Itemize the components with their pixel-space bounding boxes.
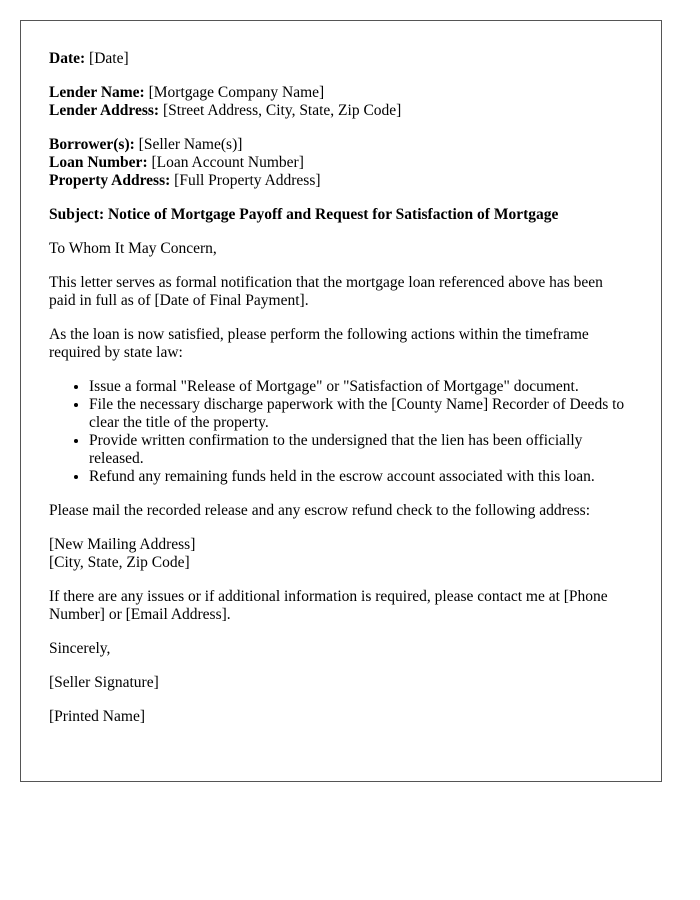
borrower-block	[49, 136, 633, 190]
borrower-line	[49, 136, 633, 154]
signature-placeholder: [Seller Signature]	[49, 674, 159, 691]
printed-name-placeholder: [Printed Name]	[49, 708, 145, 725]
loan-number-value: [Loan Account Number]	[151, 154, 304, 171]
paragraph-contact: If there are any issues or if additional information is required, please contact me at [Phone Number] or [Email Address].	[49, 588, 608, 623]
borrower-value: [Seller Name(s)]	[138, 136, 243, 153]
subject-line: Subject: Notice of Mortgage Payoff and Request for Satisfaction of Mortgage	[49, 206, 559, 223]
lender-address-line	[49, 102, 633, 120]
mailing-address-line-2: [City, State, Zip Code]	[49, 554, 190, 571]
property-address-label: Property Address:	[49, 172, 171, 189]
action-list-item: • Issue a formal "Release of Mortgage" or "Satisfaction of Mortgage" document.	[89, 378, 633, 396]
action-list-item: • Provide written confirmation to the undersigned that the lien has been officially released.	[89, 432, 633, 468]
lender-address-label: Lender Address:	[49, 102, 160, 119]
lender-address-value: [Street Address, City, State, Zip Code]	[162, 102, 402, 119]
borrower-label: Borrower(s):	[49, 136, 135, 153]
paragraph-requested-actions: As the loan is now satisfied, please perform the following actions within the timeframe required by state law:	[49, 326, 589, 361]
date-block	[49, 50, 633, 68]
loan-number-label: Loan Number:	[49, 154, 148, 171]
action-list-item: • Refund any remaining funds held in the escrow account associated with this loan.	[89, 468, 633, 486]
action-list-item: • File the necessary discharge paperwork with the [County Name] Recorder of Deeds to clear the title of the property.	[89, 396, 633, 432]
date-value: [Date]	[89, 50, 129, 67]
date-label: Date:	[49, 50, 86, 67]
loan-number-line	[49, 154, 633, 172]
paragraph-mailing-instructions: Please mail the recorded release and any escrow refund check to the following address:	[49, 502, 590, 519]
property-address-value: [Full Property Address]	[174, 172, 321, 189]
property-address-line	[49, 172, 633, 190]
salutation: To Whom It May Concern,	[49, 240, 217, 257]
paragraph-payoff-notice: This letter serves as formal notification that the mortgage loan referenced above has been paid in full as of [Date of Final Payment].	[49, 274, 603, 309]
lender-block	[49, 84, 633, 120]
lender-name-line	[49, 84, 633, 102]
action-list	[49, 378, 633, 486]
lender-name-label: Lender Name:	[49, 84, 145, 101]
mailing-address-block	[49, 536, 633, 572]
letter-page	[20, 20, 662, 782]
mailing-address-line-1: [New Mailing Address]	[49, 536, 196, 553]
valediction: Sincerely,	[49, 640, 111, 657]
date-line	[49, 50, 633, 68]
lender-name-value: [Mortgage Company Name]	[148, 84, 325, 101]
